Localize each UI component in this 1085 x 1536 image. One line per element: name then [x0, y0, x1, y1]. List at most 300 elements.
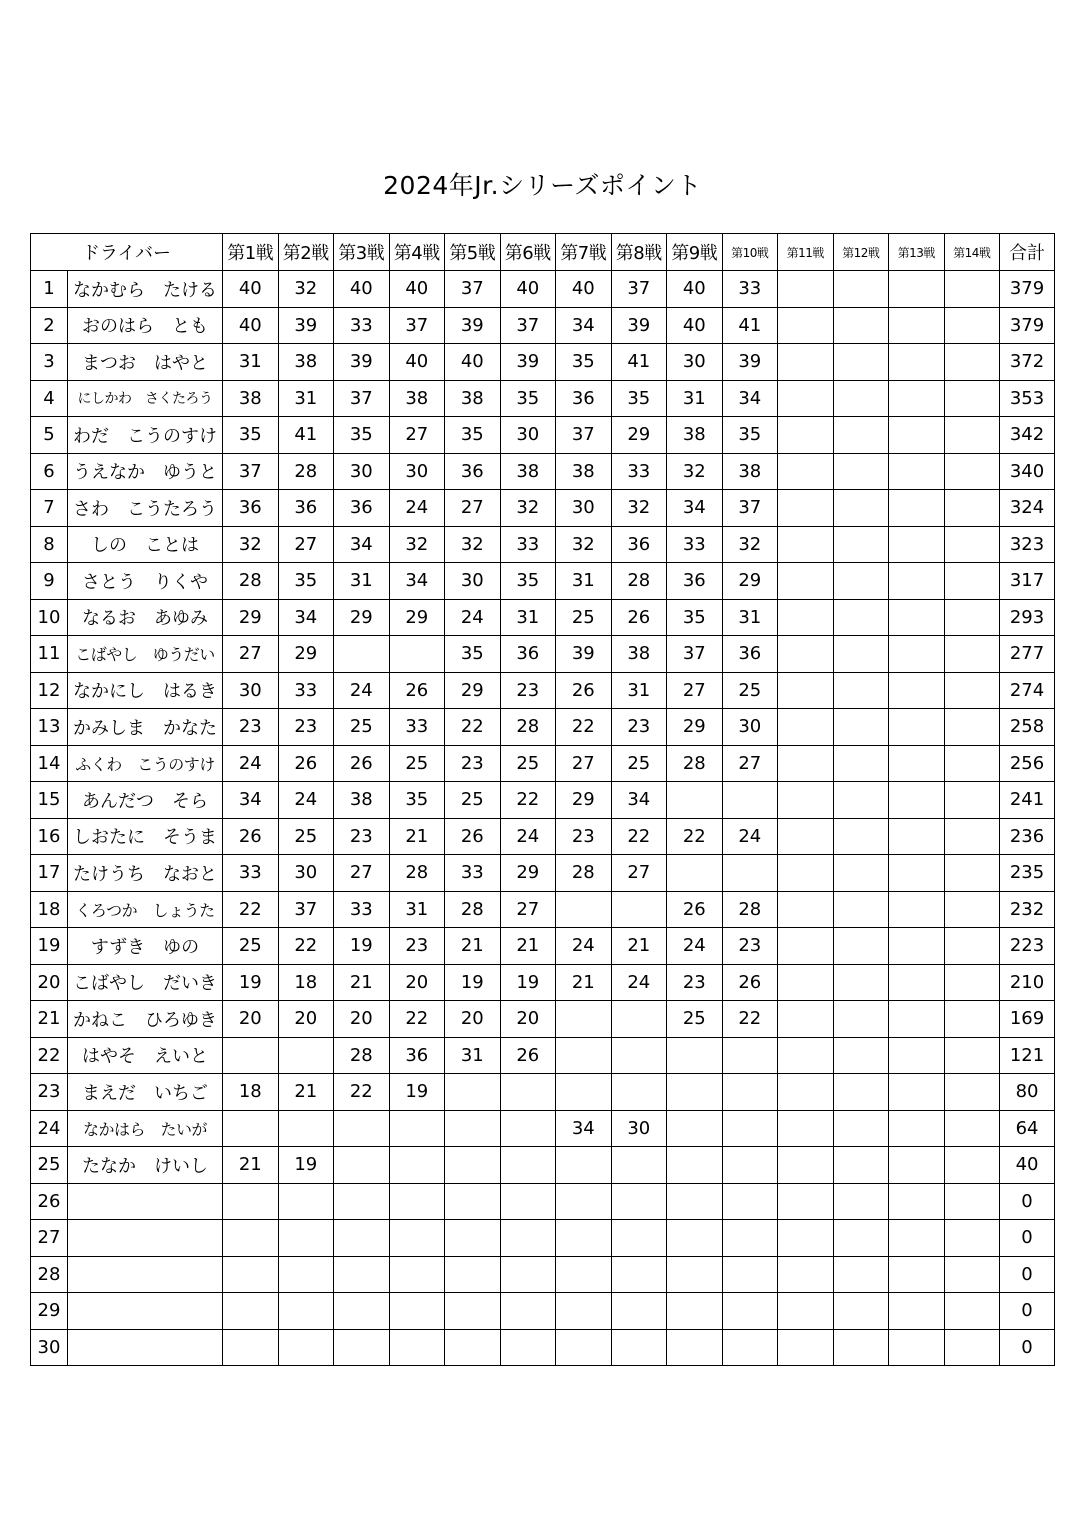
table-row [31, 745, 1055, 782]
points-cell [778, 745, 834, 782]
points-cell: 41 [611, 344, 667, 381]
points-cell [944, 1293, 1000, 1330]
points-cell: 29 [556, 782, 612, 819]
points-cell: 30 [611, 1110, 667, 1147]
points-cell [778, 599, 834, 636]
total-cell: 0 [1000, 1256, 1055, 1293]
points-cell [778, 1329, 834, 1366]
points-cell [833, 1293, 889, 1330]
rank-cell: 20 [31, 964, 68, 1001]
points-cell [833, 855, 889, 892]
points-cell [611, 1037, 667, 1074]
points-cell [611, 1001, 667, 1038]
total-cell: 317 [1000, 563, 1055, 600]
points-cell: 22 [445, 709, 501, 746]
points-cell [944, 745, 1000, 782]
driver-header: ドライバー [31, 234, 223, 271]
points-cell: 20 [500, 1001, 556, 1038]
total-cell: 372 [1000, 344, 1055, 381]
total-cell: 121 [1000, 1037, 1055, 1074]
points-cell: 32 [556, 526, 612, 563]
points-cell [889, 891, 945, 928]
points-cell [944, 1256, 1000, 1293]
points-cell: 27 [278, 526, 334, 563]
points-cell: 28 [445, 891, 501, 928]
points-cell: 26 [389, 672, 445, 709]
total-cell: 0 [1000, 1293, 1055, 1330]
rank-cell: 15 [31, 782, 68, 819]
points-cell: 33 [445, 855, 501, 892]
points-cell [944, 1110, 1000, 1147]
race-header: 第5戦 [445, 234, 501, 271]
rank-cell: 1 [31, 271, 68, 308]
points-cell [445, 1256, 501, 1293]
points-cell: 25 [445, 782, 501, 819]
points-cell: 25 [556, 599, 612, 636]
points-cell: 39 [445, 307, 501, 344]
table-row [31, 1220, 1055, 1257]
total-cell: 0 [1000, 1220, 1055, 1257]
points-cell: 21 [223, 1147, 279, 1184]
table-row [31, 344, 1055, 381]
points-cell [778, 380, 834, 417]
points-cell [722, 855, 778, 892]
points-cell [944, 344, 1000, 381]
points-cell [389, 1183, 445, 1220]
points-cell [944, 672, 1000, 709]
points-cell: 33 [334, 307, 390, 344]
rank-cell: 4 [31, 380, 68, 417]
points-cell [223, 1037, 279, 1074]
points-cell [722, 1329, 778, 1366]
points-cell [556, 1329, 612, 1366]
driver-cell: まつお はやと [68, 344, 223, 381]
points-cell [556, 1037, 612, 1074]
driver-cell: なるお あゆみ [68, 599, 223, 636]
table-row [31, 1329, 1055, 1366]
points-cell: 25 [722, 672, 778, 709]
points-cell: 31 [445, 1037, 501, 1074]
points-cell: 32 [223, 526, 279, 563]
points-cell [944, 490, 1000, 527]
points-cell: 25 [667, 1001, 723, 1038]
points-cell [889, 1293, 945, 1330]
points-cell [611, 1147, 667, 1184]
total-cell: 324 [1000, 490, 1055, 527]
points-cell: 27 [556, 745, 612, 782]
points-cell: 40 [223, 271, 279, 308]
points-cell: 29 [278, 636, 334, 673]
points-cell [889, 1329, 945, 1366]
points-cell: 25 [278, 818, 334, 855]
points-cell [833, 709, 889, 746]
points-cell [778, 453, 834, 490]
points-cell [944, 1074, 1000, 1111]
points-cell [944, 928, 1000, 965]
points-cell: 30 [556, 490, 612, 527]
points-cell: 28 [611, 563, 667, 600]
points-cell [889, 818, 945, 855]
points-cell [778, 271, 834, 308]
points-cell [889, 1220, 945, 1257]
points-cell [833, 672, 889, 709]
points-cell: 32 [722, 526, 778, 563]
total-cell: 223 [1000, 928, 1055, 965]
points-cell: 35 [334, 417, 390, 454]
points-cell [445, 1183, 501, 1220]
race-header: 第1戦 [223, 234, 279, 271]
race-header: 第14戦 [944, 234, 1000, 271]
driver-cell: なかはら たいが [68, 1110, 223, 1147]
points-cell: 32 [445, 526, 501, 563]
points-cell: 25 [500, 745, 556, 782]
points-cell: 37 [445, 271, 501, 308]
points-cell [223, 1183, 279, 1220]
points-cell [778, 1183, 834, 1220]
points-cell: 26 [223, 818, 279, 855]
points-cell [889, 1110, 945, 1147]
rank-cell: 23 [31, 1074, 68, 1111]
table-row [31, 453, 1055, 490]
points-cell [500, 1183, 556, 1220]
race-header: 第4戦 [389, 234, 445, 271]
points-cell [944, 563, 1000, 600]
points-cell: 31 [500, 599, 556, 636]
points-cell [833, 344, 889, 381]
points-cell: 34 [223, 782, 279, 819]
table-row [31, 1037, 1055, 1074]
points-cell: 25 [334, 709, 390, 746]
points-cell [500, 1293, 556, 1330]
points-cell [722, 782, 778, 819]
rank-cell: 27 [31, 1220, 68, 1257]
table-row [31, 490, 1055, 527]
points-cell [667, 1074, 723, 1111]
race-header: 第8戦 [611, 234, 667, 271]
driver-cell: なかにし はるき [68, 672, 223, 709]
points-cell: 25 [223, 928, 279, 965]
points-cell [445, 1293, 501, 1330]
points-cell: 29 [611, 417, 667, 454]
points-cell: 37 [389, 307, 445, 344]
points-cell [500, 1329, 556, 1366]
points-cell [833, 453, 889, 490]
points-cell [889, 1001, 945, 1038]
points-cell: 20 [278, 1001, 334, 1038]
points-cell: 31 [389, 891, 445, 928]
points-cell: 34 [389, 563, 445, 600]
driver-cell [68, 1329, 223, 1366]
total-header: 合計 [1000, 234, 1055, 271]
points-cell [389, 1147, 445, 1184]
rank-cell: 16 [31, 818, 68, 855]
rank-cell: 30 [31, 1329, 68, 1366]
points-cell [944, 380, 1000, 417]
points-cell: 40 [445, 344, 501, 381]
points-cell [334, 1147, 390, 1184]
points-cell: 36 [500, 636, 556, 673]
driver-cell: あんだつ そら [68, 782, 223, 819]
table-row [31, 1110, 1055, 1147]
table-row [31, 417, 1055, 454]
race-header: 第9戦 [667, 234, 723, 271]
points-cell: 24 [223, 745, 279, 782]
points-cell [667, 1256, 723, 1293]
points-cell: 29 [445, 672, 501, 709]
points-cell [889, 380, 945, 417]
points-cell: 25 [389, 745, 445, 782]
points-cell [722, 1037, 778, 1074]
points-cell [778, 344, 834, 381]
driver-cell: かねこ ひろゆき [68, 1001, 223, 1038]
points-cell: 30 [278, 855, 334, 892]
table-row [31, 636, 1055, 673]
points-cell [556, 1256, 612, 1293]
points-cell: 26 [556, 672, 612, 709]
points-cell [556, 1074, 612, 1111]
points-cell: 21 [556, 964, 612, 1001]
points-cell: 35 [556, 344, 612, 381]
points-cell [778, 928, 834, 965]
points-cell [556, 1147, 612, 1184]
points-cell: 19 [389, 1074, 445, 1111]
points-cell [223, 1256, 279, 1293]
points-cell: 40 [223, 307, 279, 344]
points-cell [889, 344, 945, 381]
points-cell [889, 490, 945, 527]
points-cell: 36 [556, 380, 612, 417]
points-cell: 24 [722, 818, 778, 855]
table-row [31, 1183, 1055, 1220]
points-cell: 27 [667, 672, 723, 709]
points-cell [944, 417, 1000, 454]
points-cell: 26 [722, 964, 778, 1001]
race-header: 第12戦 [833, 234, 889, 271]
points-cell [611, 1183, 667, 1220]
points-cell: 27 [500, 891, 556, 928]
total-cell: 274 [1000, 672, 1055, 709]
points-cell: 40 [500, 271, 556, 308]
points-cell: 19 [445, 964, 501, 1001]
points-cell [445, 1329, 501, 1366]
total-cell: 353 [1000, 380, 1055, 417]
points-cell [944, 1037, 1000, 1074]
points-cell [334, 1220, 390, 1257]
points-cell [778, 1256, 834, 1293]
total-cell: 235 [1000, 855, 1055, 892]
points-cell [778, 1220, 834, 1257]
points-cell: 35 [500, 380, 556, 417]
points-cell: 25 [611, 745, 667, 782]
points-cell [889, 417, 945, 454]
driver-cell [68, 1256, 223, 1293]
total-cell: 323 [1000, 526, 1055, 563]
total-cell: 241 [1000, 782, 1055, 819]
points-cell: 39 [556, 636, 612, 673]
points-cell [389, 1293, 445, 1330]
points-cell [556, 1220, 612, 1257]
table-row [31, 928, 1055, 965]
points-cell: 27 [611, 855, 667, 892]
points-cell: 28 [667, 745, 723, 782]
points-cell: 31 [667, 380, 723, 417]
points-cell: 40 [389, 344, 445, 381]
points-cell [833, 563, 889, 600]
points-cell: 36 [223, 490, 279, 527]
points-cell [889, 928, 945, 965]
points-cell [223, 1329, 279, 1366]
points-cell: 39 [500, 344, 556, 381]
points-cell: 30 [722, 709, 778, 746]
driver-cell: たなか けいし [68, 1147, 223, 1184]
points-cell: 35 [445, 417, 501, 454]
driver-cell: ふくわ こうのすけ [68, 745, 223, 782]
points-cell: 38 [722, 453, 778, 490]
driver-cell: こばやし だいき [68, 964, 223, 1001]
points-cell: 30 [667, 344, 723, 381]
points-cell: 35 [223, 417, 279, 454]
total-cell: 293 [1000, 599, 1055, 636]
points-cell [889, 782, 945, 819]
points-cell [778, 1001, 834, 1038]
points-cell: 26 [445, 818, 501, 855]
points-cell [889, 709, 945, 746]
points-cell: 33 [334, 891, 390, 928]
table-row [31, 526, 1055, 563]
points-cell [778, 855, 834, 892]
points-cell: 38 [556, 453, 612, 490]
table-row [31, 1293, 1055, 1330]
points-cell: 30 [445, 563, 501, 600]
table-row [31, 307, 1055, 344]
table-row [31, 1001, 1055, 1038]
points-cell [833, 745, 889, 782]
points-cell [278, 1293, 334, 1330]
points-cell [833, 1183, 889, 1220]
total-cell: 169 [1000, 1001, 1055, 1038]
points-cell [833, 964, 889, 1001]
points-cell [944, 599, 1000, 636]
points-cell [944, 1183, 1000, 1220]
points-cell: 18 [223, 1074, 279, 1111]
points-cell [223, 1110, 279, 1147]
points-cell [667, 1183, 723, 1220]
points-cell: 35 [389, 782, 445, 819]
points-cell: 22 [334, 1074, 390, 1111]
points-cell: 40 [667, 271, 723, 308]
points-cell: 34 [667, 490, 723, 527]
points-cell [833, 891, 889, 928]
points-cell: 36 [278, 490, 334, 527]
points-cell [334, 636, 390, 673]
total-cell: 379 [1000, 271, 1055, 308]
points-table [30, 233, 1055, 1366]
table-row [31, 964, 1055, 1001]
driver-cell: なかむら たける [68, 271, 223, 308]
rank-cell: 29 [31, 1293, 68, 1330]
points-cell: 36 [445, 453, 501, 490]
rank-cell: 18 [31, 891, 68, 928]
points-cell: 23 [223, 709, 279, 746]
points-cell: 26 [278, 745, 334, 782]
points-cell: 33 [500, 526, 556, 563]
points-cell [667, 1293, 723, 1330]
points-cell: 34 [556, 1110, 612, 1147]
points-cell: 28 [278, 453, 334, 490]
points-cell: 35 [667, 599, 723, 636]
points-cell: 22 [223, 891, 279, 928]
points-cell: 38 [611, 636, 667, 673]
points-cell: 40 [667, 307, 723, 344]
points-cell: 31 [556, 563, 612, 600]
points-cell: 21 [445, 928, 501, 965]
total-cell: 232 [1000, 891, 1055, 928]
points-cell [833, 1329, 889, 1366]
points-cell [334, 1110, 390, 1147]
points-cell [611, 1329, 667, 1366]
total-cell: 64 [1000, 1110, 1055, 1147]
points-cell: 34 [278, 599, 334, 636]
points-cell [667, 1329, 723, 1366]
points-cell: 24 [500, 818, 556, 855]
points-cell: 38 [445, 380, 501, 417]
rank-cell: 28 [31, 1256, 68, 1293]
points-cell: 29 [722, 563, 778, 600]
points-cell [833, 1110, 889, 1147]
points-cell: 32 [389, 526, 445, 563]
points-cell [833, 1001, 889, 1038]
rank-cell: 14 [31, 745, 68, 782]
points-cell: 39 [722, 344, 778, 381]
points-cell [278, 1329, 334, 1366]
points-cell: 35 [500, 563, 556, 600]
points-cell: 35 [445, 636, 501, 673]
points-cell: 34 [611, 782, 667, 819]
points-cell [944, 1329, 1000, 1366]
points-cell: 30 [334, 453, 390, 490]
driver-cell: にしかわ さくたろう [68, 380, 223, 417]
points-cell: 35 [278, 563, 334, 600]
points-cell: 31 [334, 563, 390, 600]
driver-cell [68, 1183, 223, 1220]
total-cell: 256 [1000, 745, 1055, 782]
points-cell [611, 1293, 667, 1330]
table-row [31, 1147, 1055, 1184]
points-cell [611, 1074, 667, 1111]
points-cell [833, 928, 889, 965]
points-cell: 32 [500, 490, 556, 527]
points-cell [500, 1147, 556, 1184]
points-cell: 35 [722, 417, 778, 454]
points-cell: 27 [722, 745, 778, 782]
points-cell [778, 1110, 834, 1147]
points-cell [722, 1110, 778, 1147]
points-cell: 23 [556, 818, 612, 855]
points-cell [667, 855, 723, 892]
rank-cell: 21 [31, 1001, 68, 1038]
rank-cell: 25 [31, 1147, 68, 1184]
total-cell: 0 [1000, 1183, 1055, 1220]
points-cell: 22 [500, 782, 556, 819]
total-cell: 342 [1000, 417, 1055, 454]
points-cell: 29 [389, 599, 445, 636]
points-cell: 36 [389, 1037, 445, 1074]
points-cell [722, 1256, 778, 1293]
points-cell: 21 [389, 818, 445, 855]
driver-cell: くろつか しょうた [68, 891, 223, 928]
rank-cell: 5 [31, 417, 68, 454]
driver-cell: うえなか ゆうと [68, 453, 223, 490]
